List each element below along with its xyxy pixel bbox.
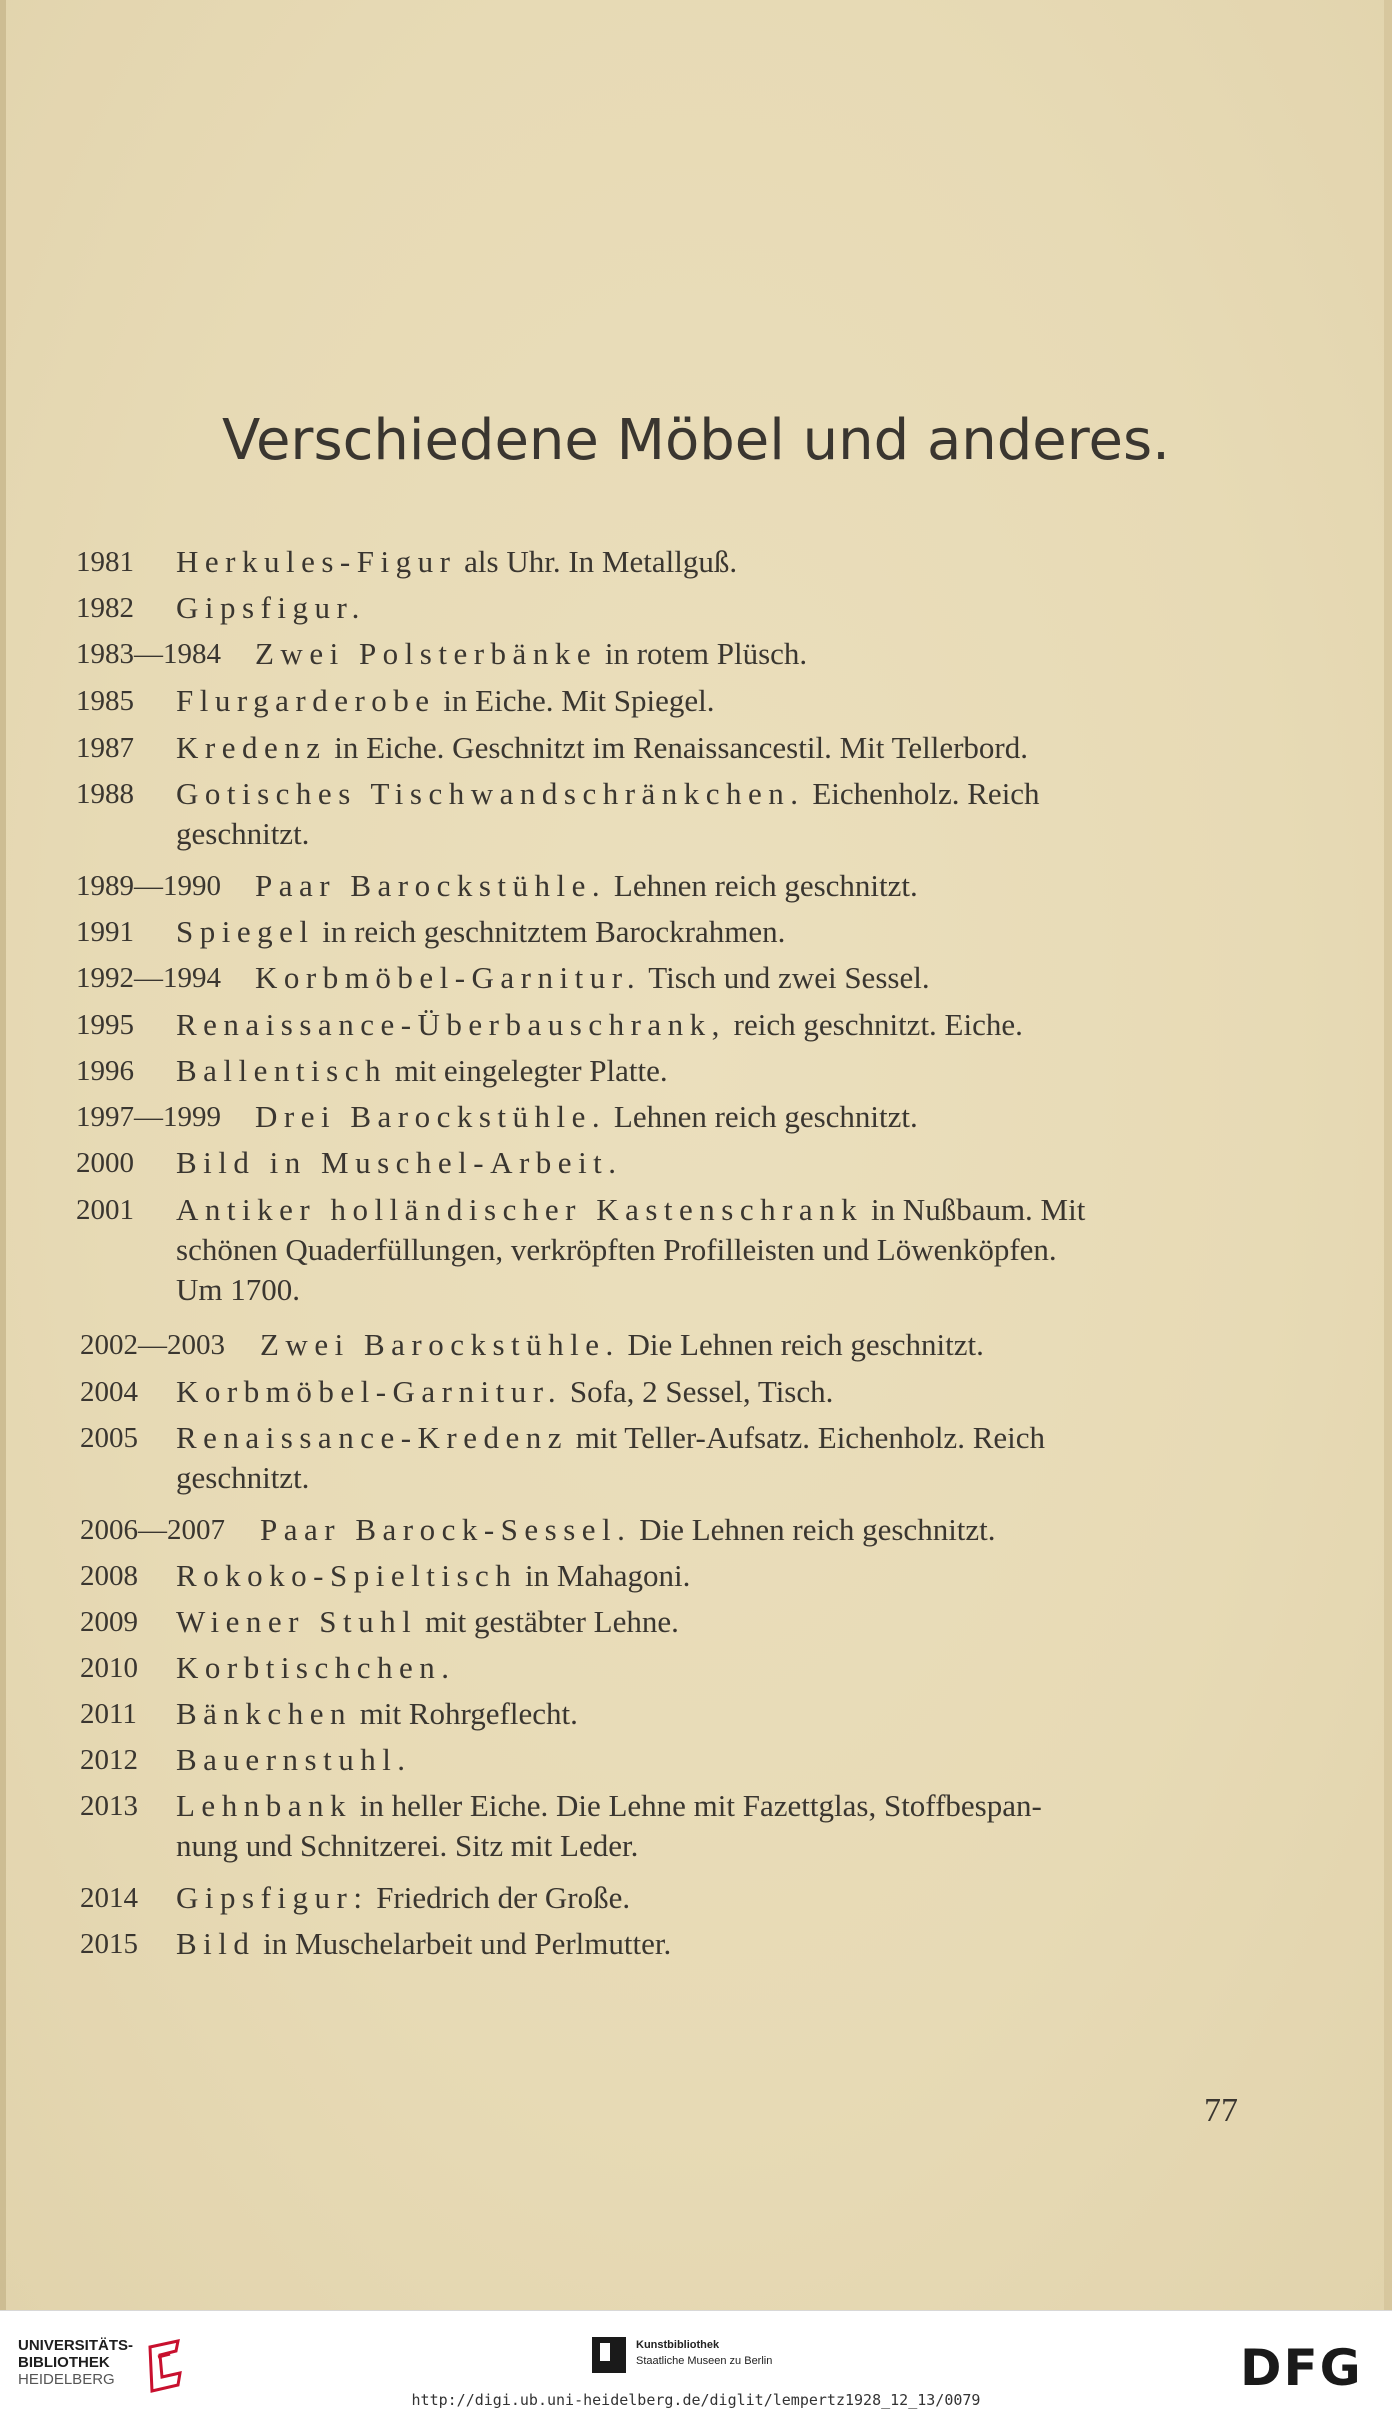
entry-text-line	[176, 1878, 1238, 1918]
item-name: Bauernstuhl.	[176, 1742, 412, 1777]
lot-number: 2013	[80, 1790, 138, 1822]
entry-text-line	[176, 1051, 1238, 1091]
item-description: Lehnen reich geschnitzt.	[606, 1099, 918, 1134]
item-description: in Muschelarbeit und Perlmutter.	[255, 1926, 672, 1961]
item-name: Renaissance-Kredenz	[176, 1420, 569, 1455]
item-description: Um 1700.	[176, 1272, 300, 1307]
item-name: Paar Barockstühle.	[255, 868, 607, 903]
item-name: Antiker holländischer Kastenschrank	[176, 1192, 864, 1227]
lot-number: 2015	[80, 1928, 138, 1960]
entry-text-line	[176, 1230, 1238, 1270]
entry-text-line	[176, 1190, 1238, 1230]
kunstbibliothek-logo[interactable]	[592, 2337, 822, 2377]
lot-number: 2014	[80, 1882, 138, 1914]
lot-number: 1992—1994	[76, 962, 221, 994]
item-description: mit gestäbter Lehne.	[417, 1604, 679, 1639]
item-description: in rotem Plüsch.	[597, 636, 808, 671]
lot-number: 1981	[76, 546, 134, 578]
lot-number: 1995	[76, 1009, 134, 1041]
item-description: geschnitzt.	[176, 816, 310, 851]
entry-text-line	[176, 681, 1238, 721]
item-name: Zwei Barockstühle.	[260, 1327, 620, 1362]
kunstbibliothek-mark-icon	[592, 2337, 626, 2373]
library-line-3: HEIDELBERG	[18, 2371, 115, 2388]
item-name: Kredenz	[176, 730, 327, 765]
item-description: in Eiche. Geschnitzt im Renaissancestil. Mit Tellerbord.	[326, 730, 1028, 765]
kunstbibliothek-title: Kunstbibliothek	[636, 2339, 720, 2351]
entry-text-line	[176, 542, 1238, 582]
entry-text-line	[176, 1372, 1238, 1412]
lot-number: 2009	[80, 1606, 138, 1638]
item-description: mit eingelegter Platte.	[386, 1053, 668, 1088]
entry-text-line	[176, 1786, 1238, 1826]
item-description: reich geschnitzt. Eiche.	[725, 1007, 1023, 1042]
item-description: in heller Eiche. Die Lehne mit Fazettglas, Stoffbespan-	[351, 1788, 1042, 1823]
page-edge-right	[1384, 0, 1392, 2310]
entry-text-line	[176, 1924, 1238, 1964]
item-name: Lehnbank	[176, 1788, 352, 1823]
entry-text-line	[255, 1097, 1317, 1137]
library-line-2: BIBLIOTHEK	[18, 2354, 110, 2371]
entry-text-line	[176, 1648, 1238, 1688]
item-description: als Uhr. In Metallguß.	[456, 544, 738, 579]
page-title: Verschiedene Möbel und anderes.	[222, 408, 1170, 473]
entry-text-line	[176, 1826, 1238, 1866]
lot-number: 2008	[80, 1560, 138, 1592]
lot-number: 1987	[76, 732, 134, 764]
item-name: Gipsfigur:	[176, 1880, 369, 1915]
entry-text-line	[176, 912, 1238, 952]
lot-number: 2010	[80, 1652, 138, 1684]
item-name: Korbtischchen.	[176, 1650, 456, 1685]
university-library-name	[18, 2337, 133, 2388]
entry-text-line	[176, 1556, 1238, 1596]
item-description: in Eiche. Mit Spiegel.	[435, 683, 715, 718]
entry-text-line	[176, 774, 1238, 814]
lot-number: 1997—1999	[76, 1101, 221, 1133]
item-name: Bild in Muschel-Arbeit.	[176, 1145, 623, 1180]
entry-text-line	[255, 634, 1317, 674]
entry-text-line	[255, 958, 1317, 998]
entry-text-line	[176, 1602, 1238, 1642]
entry-text-line	[176, 1458, 1238, 1498]
item-description: in Nußbaum. Mit	[863, 1192, 1086, 1227]
item-name: Spiegel	[176, 914, 315, 949]
item-description: in Mahagoni.	[517, 1558, 691, 1593]
entry-text-line	[260, 1325, 1322, 1365]
lot-number: 2005	[80, 1422, 138, 1454]
item-description: Lehnen reich geschnitzt.	[606, 868, 918, 903]
lot-number: 2004	[80, 1376, 138, 1408]
item-name: Gipsfigur.	[176, 590, 366, 625]
lot-number: 1991	[76, 916, 134, 948]
dfg-logo[interactable]: DFG	[1240, 2339, 1363, 2397]
lot-number: 1985	[76, 685, 134, 717]
item-description: Die Lehnen reich geschnitzt.	[619, 1327, 984, 1362]
lot-number: 1996	[76, 1055, 134, 1087]
item-description: schönen Quaderfüllungen, verkröpften Profilleisten und Löwenköpfen.	[176, 1232, 1057, 1267]
lot-number: 1982	[76, 592, 134, 624]
page-number: 77	[1204, 2092, 1238, 2129]
lot-number: 2001	[76, 1194, 134, 1226]
item-description: geschnitzt.	[176, 1460, 310, 1495]
item-description: Friedrich der Große.	[368, 1880, 631, 1915]
permalink-url[interactable]: http://digi.ub.uni-heidelberg.de/diglit/lempertz1928_12_13/0079	[411, 2391, 981, 2409]
item-description: Eichenholz. Reich	[804, 776, 1040, 811]
lot-number: 2000	[76, 1147, 134, 1179]
item-name: Drei Barockstühle.	[255, 1099, 607, 1134]
kunstbibliothek-text	[636, 2337, 772, 2369]
item-description: nung und Schnitzerei. Sitz mit Leder.	[176, 1828, 639, 1863]
lot-number: 2006—2007	[80, 1514, 225, 1546]
item-name: Paar Barock-Sessel.	[260, 1512, 632, 1547]
item-name: Rokoko-Spieltisch	[176, 1558, 518, 1593]
entry-text-line	[176, 814, 1238, 854]
item-name: Ballentisch	[176, 1053, 387, 1088]
item-name: Gotisches Tischwandschränkchen.	[176, 776, 805, 811]
entry-text-line	[176, 1740, 1238, 1780]
entry-text-line	[176, 1270, 1238, 1310]
item-name: Bänkchen	[176, 1696, 352, 1731]
item-description: Tisch und zwei Sessel.	[641, 960, 930, 995]
page-edge-left	[0, 0, 6, 2310]
item-description: Die Lehnen reich geschnitzt.	[631, 1512, 996, 1547]
library-emblem-icon	[140, 2337, 190, 2397]
item-description: in reich geschnitztem Barockrahmen.	[314, 914, 786, 949]
library-line-1: UNIVERSITÄTS-	[18, 2337, 134, 2354]
entry-text-line	[176, 588, 1238, 628]
item-description: Sofa, 2 Sessel, Tisch.	[562, 1374, 834, 1409]
entry-text-line	[255, 866, 1317, 906]
item-name: Korbmöbel-Garnitur.	[176, 1374, 563, 1409]
item-name: Herkules-Figur	[176, 544, 457, 579]
item-name: Korbmöbel-Garnitur.	[255, 960, 642, 995]
entry-text-line	[176, 1005, 1238, 1045]
lot-number: 2002—2003	[80, 1329, 225, 1361]
entry-text-line	[260, 1510, 1322, 1550]
kunstbibliothek-subtitle: Staatliche Museen zu Berlin	[636, 2355, 773, 2367]
lot-number: 2012	[80, 1744, 138, 1776]
lot-number: 1989—1990	[76, 870, 221, 902]
item-name: Renaissance-Überbauschrank,	[176, 1007, 726, 1042]
item-name: Flurgarderobe	[176, 683, 436, 718]
lot-number: 2011	[80, 1698, 137, 1730]
item-name: Wiener Stuhl	[176, 1604, 418, 1639]
entry-text-line	[176, 1143, 1238, 1183]
item-description: mit Rohrgeflecht.	[351, 1696, 578, 1731]
item-name: Bild	[176, 1926, 256, 1961]
entry-text-line	[176, 1694, 1238, 1734]
lot-number: 1988	[76, 778, 134, 810]
entry-text-line	[176, 728, 1238, 768]
entry-text-line	[176, 1418, 1238, 1458]
item-description: mit Teller-Aufsatz. Eichenholz. Reich	[568, 1420, 1046, 1455]
item-name: Zwei Polsterbänke	[255, 636, 598, 671]
footer-bar	[0, 2310, 1392, 2412]
lot-number: 1983—1984	[76, 638, 221, 670]
